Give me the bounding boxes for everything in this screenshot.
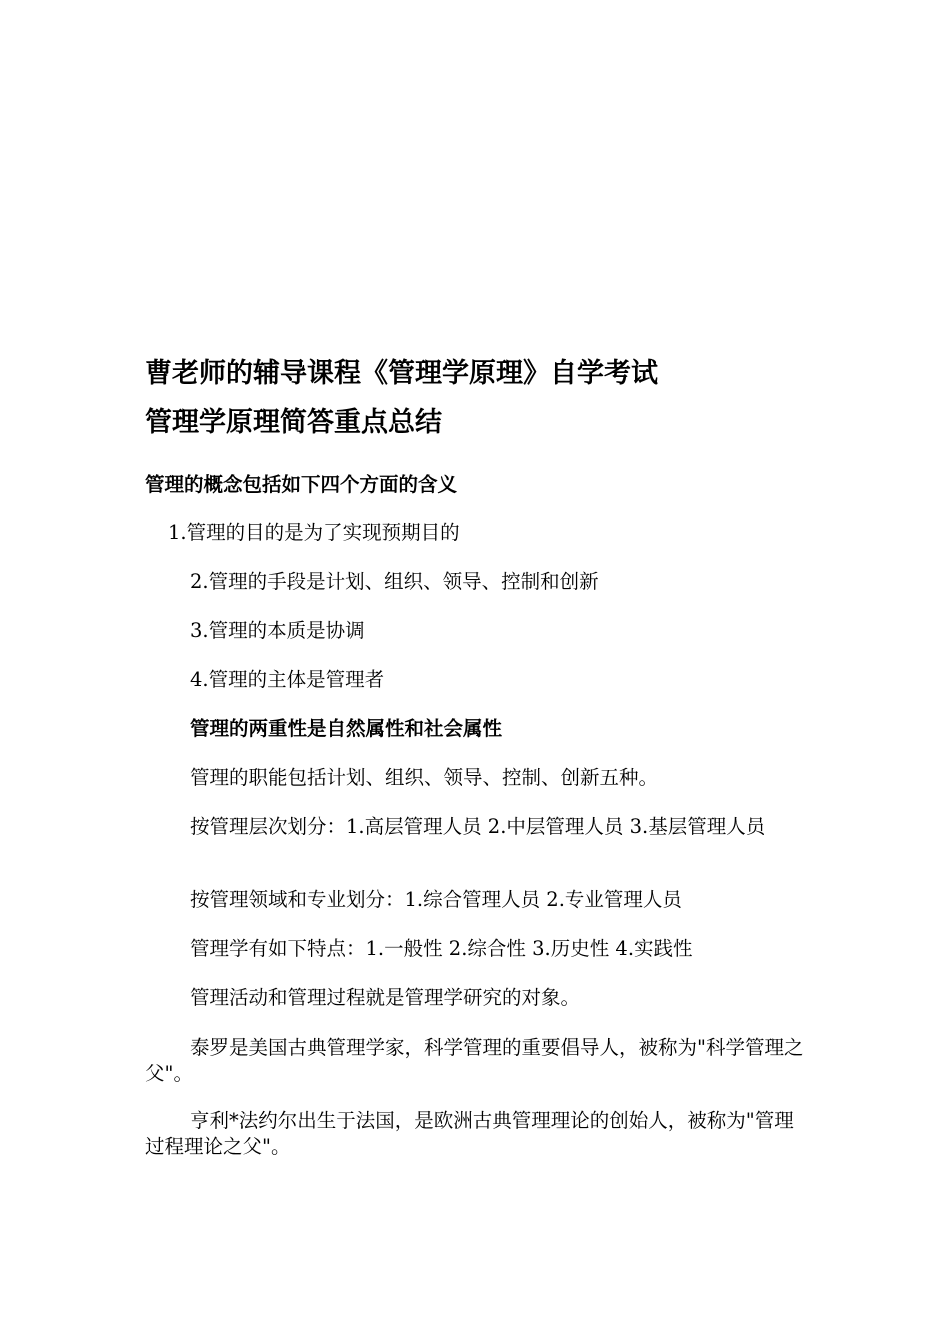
list-item: 3.管理的本质是协调 [190,619,365,642]
paragraph: 泰罗是美国古典管理学家，科学管理的重要倡导人，被称为"科学管理之父"。 [145,1036,804,1085]
paragraph: 管理活动和管理过程就是管理学研究的对象。 [190,986,581,1009]
paragraph: 按管理层次划分：1.高层管理人员 2.中层管理人员 3.基层管理人员 [190,815,766,838]
list-item: 2.管理的手段是计划、组织、领导、控制和创新 [190,570,599,593]
paragraph: 管理学有如下特点：1.一般性 2.综合性 3.历史性 4.实践性 [190,937,693,960]
list-item: 4.管理的主体是管理者 [190,668,385,691]
section-heading: 管理的概念包括如下四个方面的含义 [145,473,458,496]
list-item: 1.管理的目的是为了实现预期目的 [168,521,460,544]
bold-statement: 管理的两重性是自然属性和社会属性 [190,717,503,740]
document-title-line-2: 管理学原理简答重点总结 [145,407,442,438]
paragraph: 亨利*法约尔出生于法国，是欧洲古典管理理论的创始人，被称为"管理过程理论之父"。 [145,1109,794,1158]
document-title-line-1: 曹老师的辅导课程《管理学原理》自学考试 [145,358,658,389]
paragraph: 按管理领域和专业划分：1.综合管理人员 2.专业管理人员 [190,888,682,911]
paragraph: 管理的职能包括计划、组织、领导、控制、创新五种。 [190,766,659,789]
